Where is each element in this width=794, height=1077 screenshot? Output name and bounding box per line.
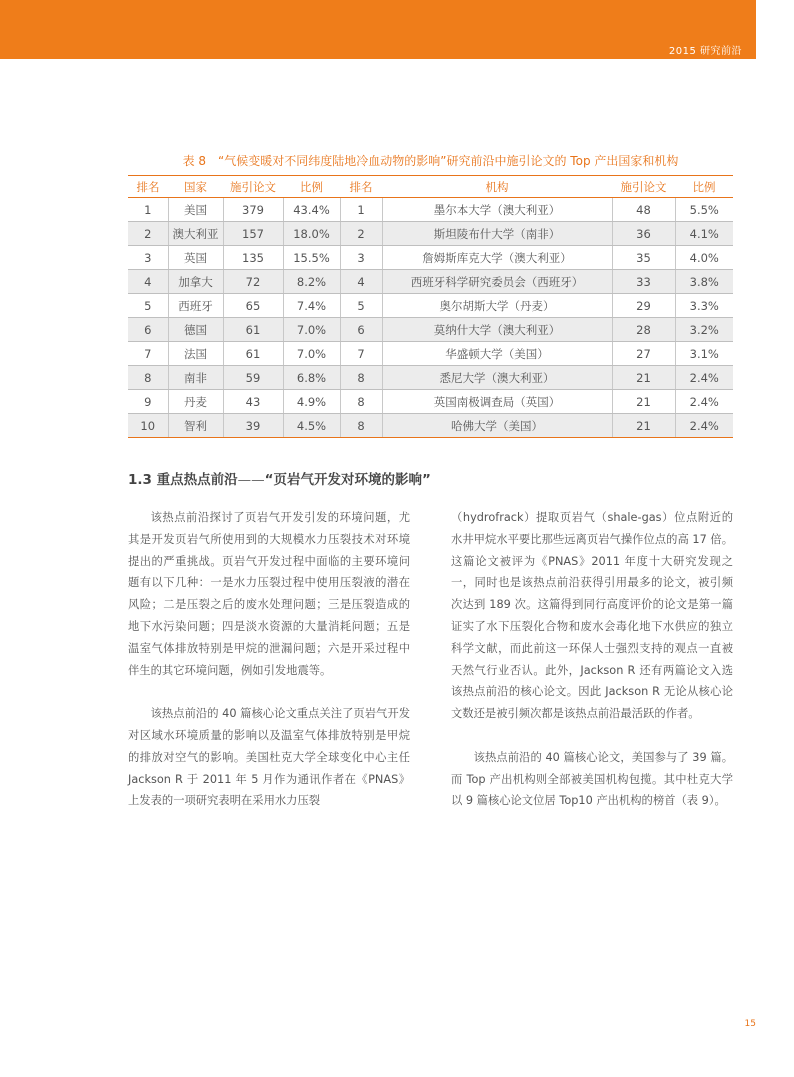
cell-ratio: 7.4% <box>283 294 340 318</box>
cell-papers-inst: 48 <box>612 198 675 222</box>
header-ratio: 比例 <box>283 176 340 198</box>
cell-ratio: 7.0% <box>283 342 340 366</box>
top-countries-institutions-table <box>128 175 733 438</box>
section-dash: —— <box>237 472 265 488</box>
cell-ratio: 15.5% <box>283 246 340 270</box>
cell-country: 美国 <box>168 198 223 222</box>
cell-rank: 10 <box>128 414 168 438</box>
cell-rank-inst: 4 <box>340 270 382 294</box>
table-row <box>128 366 733 390</box>
cell-papers-inst: 36 <box>612 222 675 246</box>
cell-ratio: 8.2% <box>283 270 340 294</box>
section-heading <box>128 468 431 488</box>
paragraph: 该热点前沿的 40 篇核心论文重点关注了页岩气开发对区域水环境质量的影响以及温室气体排放特别是甲烷的排放对空气的影响。美国杜克大学全球变化中心主任 Jackson R 于 2011 年 5 月作为通讯作者在《PNAS》上发表的一项研究表明在采用水力压裂 <box>128 707 410 808</box>
cell-rank-inst: 2 <box>340 222 382 246</box>
cell-papers-inst: 29 <box>612 294 675 318</box>
cell-country: 南非 <box>168 366 223 390</box>
right-text-column <box>451 507 733 812</box>
cell-rank: 8 <box>128 366 168 390</box>
cell-papers: 72 <box>223 270 283 294</box>
cell-ratio-inst: 2.4% <box>675 366 733 390</box>
header-rank-institution: 排名 <box>340 176 382 198</box>
table-row <box>128 390 733 414</box>
cell-ratio-inst: 3.1% <box>675 342 733 366</box>
cell-ratio: 4.9% <box>283 390 340 414</box>
cell-country: 丹麦 <box>168 390 223 414</box>
cell-papers: 135 <box>223 246 283 270</box>
cell-institution: 詹姆斯库克大学（澳大利亚） <box>382 246 612 270</box>
cell-ratio-inst: 2.4% <box>675 390 733 414</box>
table-row <box>128 294 733 318</box>
cell-institution: 华盛顿大学（美国） <box>382 342 612 366</box>
cell-institution: 墨尔本大学（澳大利亚） <box>382 198 612 222</box>
cell-ratio-inst: 3.3% <box>675 294 733 318</box>
cell-ratio-inst: 3.2% <box>675 318 733 342</box>
cell-rank: 7 <box>128 342 168 366</box>
paragraph: 该热点前沿探讨了页岩气开发引发的环境问题，尤其是开发页岩气所使用到的大规模水力压裂技术对环境提出的严重挑战。页岩气开发过程中面临的主要环境问题有以下几种：一是水力压裂过程中使用压裂液的潜在风险；二是压裂之后的废水处理问题；三是压裂造成的地下水污染问题；四是淡水资源的大量消耗问题；五是温室气体排放特别是甲烷的泄漏问题；六是开采过程中伴生的其它环境问题，例如引发地震等。 <box>128 511 410 677</box>
table-row <box>128 198 733 222</box>
cell-ratio: 4.5% <box>283 414 340 438</box>
paragraph: 该热点前沿的 40 篇核心论文，美国参与了 39 篇。而 Top 产出机构则全部被美国机构包揽。其中杜克大学以 9 篇核心论文位居 Top10 产出机构的榜首（表 9）。 <box>451 750 733 808</box>
cell-papers-inst: 21 <box>612 390 675 414</box>
cell-rank: 2 <box>128 222 168 246</box>
cell-institution: 哈佛大学（美国） <box>382 414 612 438</box>
cell-country: 法国 <box>168 342 223 366</box>
cell-rank: 6 <box>128 318 168 342</box>
cell-papers: 61 <box>223 342 283 366</box>
cell-rank-inst: 8 <box>340 414 382 438</box>
paragraph: （hydrofrack）提取页岩气（shale-gas）位点附近的水井甲烷水平要比那些远离页岩气操作位点的高 17 倍。这篇论文被评为《PNAS》2011 年度十大研究发现之一，同时也是该热点前沿获得引用最多的论文，被引频次达到 189 次。这篇得到同行高度评价的论文是第一篇证实了水下压裂化合物和废水会毒化地下水供应的独立科学文献，而此前这一环保人士强烈支持的观点一直被天然气行业否认。此外，Jackson R 还有两篇论文入选该热点前沿的核心论文。因此 Jackson R 无论从核心论文数还是被引频次都是该热点前沿最活跃的作者。 <box>451 511 733 721</box>
cell-country: 澳大利亚 <box>168 222 223 246</box>
cell-rank: 5 <box>128 294 168 318</box>
cell-papers: 379 <box>223 198 283 222</box>
table-header-row <box>128 176 733 198</box>
cell-country: 德国 <box>168 318 223 342</box>
cell-ratio-inst: 3.8% <box>675 270 733 294</box>
cell-ratio: 43.4% <box>283 198 340 222</box>
cell-ratio-inst: 2.4% <box>675 414 733 438</box>
page-number: 15 <box>744 1019 756 1029</box>
cell-institution: 悉尼大学（澳大利亚） <box>382 366 612 390</box>
cell-papers: 157 <box>223 222 283 246</box>
table-caption: 表 8 “气候变暖对不同纬度陆地冷血动物的影响”研究前沿中施引论文的 Top 产出国家和机构 <box>182 154 679 168</box>
table-row <box>128 414 733 438</box>
cell-papers: 39 <box>223 414 283 438</box>
table-row <box>128 342 733 366</box>
header-label: 2015 研究前沿 <box>668 46 742 57</box>
header-ratio-institution: 比例 <box>675 176 733 198</box>
cell-rank: 3 <box>128 246 168 270</box>
cell-institution: 英国南极调查局（英国） <box>382 390 612 414</box>
cell-ratio: 6.8% <box>283 366 340 390</box>
cell-papers: 59 <box>223 366 283 390</box>
cell-ratio: 18.0% <box>283 222 340 246</box>
cell-country: 西班牙 <box>168 294 223 318</box>
cell-rank-inst: 8 <box>340 366 382 390</box>
cell-country: 智利 <box>168 414 223 438</box>
cell-rank-inst: 6 <box>340 318 382 342</box>
cell-ratio-inst: 4.1% <box>675 222 733 246</box>
cell-rank-inst: 7 <box>340 342 382 366</box>
header-country: 国家 <box>168 176 223 198</box>
header-bar <box>0 0 756 59</box>
cell-rank: 4 <box>128 270 168 294</box>
cell-ratio: 7.0% <box>283 318 340 342</box>
header-citing-papers-institution: 施引论文 <box>612 176 675 198</box>
cell-papers-inst: 21 <box>612 414 675 438</box>
cell-papers: 43 <box>223 390 283 414</box>
section-subtitle: “页岩气开发对环境的影响” <box>264 472 431 488</box>
cell-institution: 莫纳什大学（澳大利亚） <box>382 318 612 342</box>
cell-papers-inst: 35 <box>612 246 675 270</box>
table-row <box>128 318 733 342</box>
cell-country: 英国 <box>168 246 223 270</box>
header-citing-papers: 施引论文 <box>223 176 283 198</box>
cell-rank-inst: 8 <box>340 390 382 414</box>
cell-papers: 61 <box>223 318 283 342</box>
cell-rank-inst: 1 <box>340 198 382 222</box>
cell-institution: 西班牙科学研究委员会（西班牙） <box>382 270 612 294</box>
cell-rank-inst: 3 <box>340 246 382 270</box>
table-row <box>128 222 733 246</box>
cell-country: 加拿大 <box>168 270 223 294</box>
cell-papers-inst: 33 <box>612 270 675 294</box>
table-row <box>128 246 733 270</box>
header-institution: 机构 <box>382 176 612 198</box>
cell-papers-inst: 21 <box>612 366 675 390</box>
cell-ratio-inst: 4.0% <box>675 246 733 270</box>
cell-institution: 斯坦陵布什大学（南非） <box>382 222 612 246</box>
cell-papers-inst: 27 <box>612 342 675 366</box>
cell-rank: 1 <box>128 198 168 222</box>
section-number-title: 1.3 重点热点前沿 <box>128 472 238 488</box>
cell-ratio-inst: 5.5% <box>675 198 733 222</box>
cell-papers-inst: 28 <box>612 318 675 342</box>
header-rank: 排名 <box>128 176 168 198</box>
table-row <box>128 270 733 294</box>
left-text-column <box>128 507 410 812</box>
cell-institution: 奥尔胡斯大学（丹麦） <box>382 294 612 318</box>
cell-papers: 65 <box>223 294 283 318</box>
cell-rank: 9 <box>128 390 168 414</box>
cell-rank-inst: 5 <box>340 294 382 318</box>
